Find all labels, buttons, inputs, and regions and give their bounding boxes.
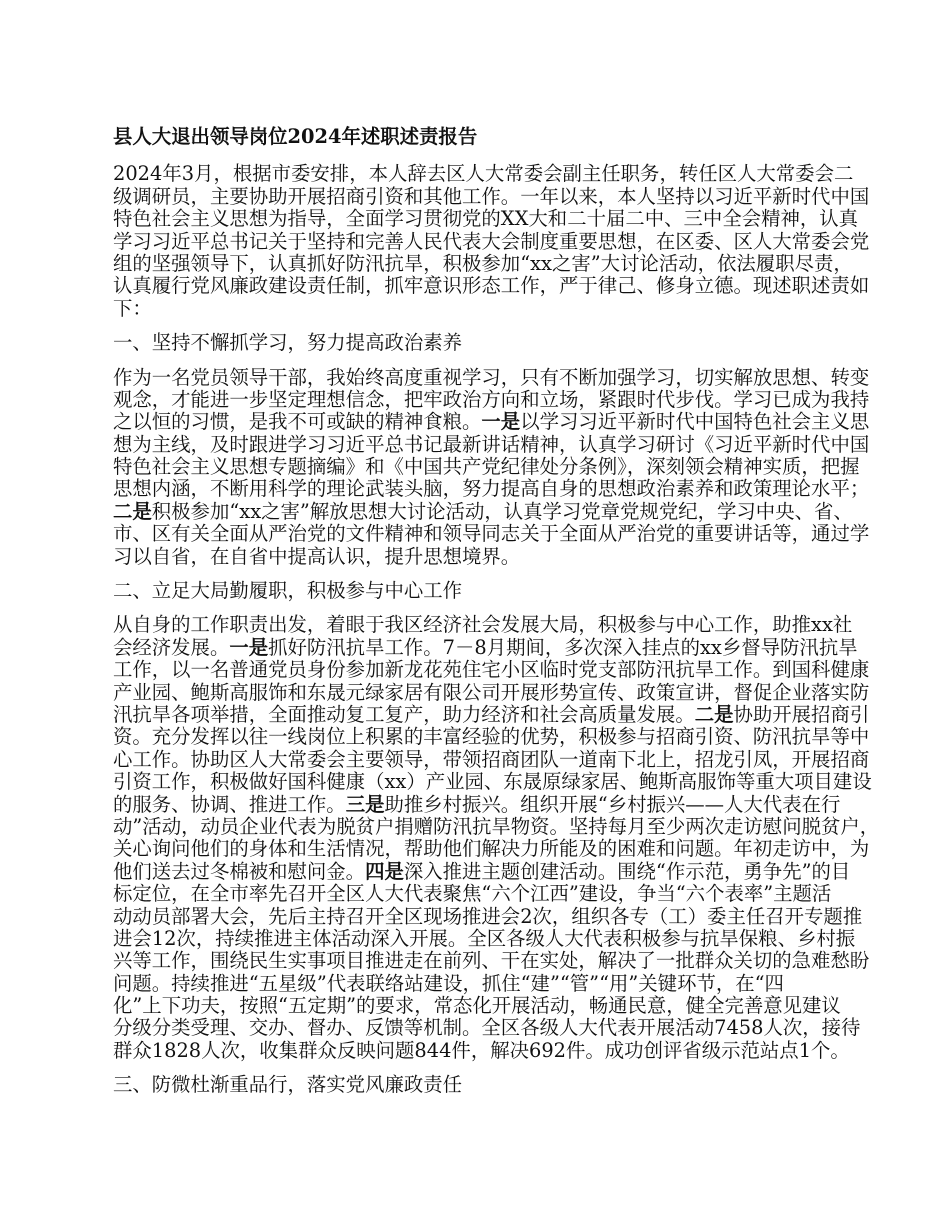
text-line (113, 794, 853, 816)
text-segment: 助推乡村振兴。组织开展“乡村振兴——人大代表在行 (384, 792, 841, 816)
section-heading (113, 332, 853, 354)
bold-ordinal: 一是 (229, 635, 269, 659)
text-segment: 的服务、协调、推进工作。 (113, 792, 346, 816)
text-line (113, 274, 870, 298)
text-line (113, 703, 870, 726)
text-line (113, 546, 853, 568)
text-line (113, 501, 853, 523)
text-segment: 作为一名党员领导干部，我始终高度重视学习，只有不断加强学习，切实解放思想、转变 (113, 365, 870, 389)
text-segment: 关心询问他们的身体和生活情况，帮助他们解决力所能及的困难和问题。年初走访中，为 (113, 837, 870, 861)
text-line (113, 837, 870, 861)
text-segment: 特色社会主义思想为指导，全面学习贯彻党的XX大和二十届二中、三中全会精神，认真 (113, 207, 859, 231)
text-segment: 积极参加“xx之害”解放思想大讨论活动，认真学习党章党规党纪，学习中央、省、 (151, 499, 853, 523)
text-line (113, 253, 853, 275)
text-line (113, 184, 870, 208)
text-line (113, 1016, 861, 1040)
text-segment: 组的坚强领导下，认真抓好防汛抗旱，积极参加“xx之害”大讨论活动，依法履职尽责， (113, 251, 853, 275)
text-line (113, 365, 870, 389)
text-segment: 心工作。协助区人大常委会主要领导，带领招商团队一道南下北上，招龙引凤，开展招商 (113, 747, 870, 771)
text-segment: 问题。持续推进“五星级”代表联络站建设，抓住“建”“管”“用”关键环节，在“四 (113, 971, 784, 995)
text-line (113, 163, 853, 185)
text-segment: 思想内涵，不断用科学的理论武装头脑，努力提高自身的思想政治素养和政策理论水平； (113, 477, 870, 501)
bold-ordinal: 三是 (345, 792, 385, 816)
text-segment: 兴等工作，围绕民生实事项目推进走在前列、干在实处，解决了一批群众关切的急难愁盼 (113, 949, 870, 973)
text-segment: 动动员部署大会，先后主持召开全区现场推进会2次，组织各专（工）委主任召开专题推 (113, 904, 863, 928)
text-line (113, 410, 870, 434)
text-line (113, 387, 870, 411)
document-title: 县人大退出领导岗位2024年述职述责报告 (113, 125, 478, 148)
text-line (113, 580, 853, 602)
text-segment: 从自身的工作职责出发，着眼于我区经济社会发展大局，积极参与中心工作，助推xx社 (113, 613, 853, 637)
text-segment: 汛抗旱各项举措，全面推动复工复产，助力经济和社会高质量发展。 (113, 703, 695, 726)
text-line (113, 973, 853, 995)
text-line (113, 229, 870, 253)
text-segment: 一、坚持不懈抓学习，努力提高政治素养 (113, 331, 463, 355)
text-line (113, 770, 872, 794)
text-line (113, 658, 870, 682)
text-line (113, 477, 870, 501)
text-segment: 市、区有关全面从严治党的文件精神和领导同志关于全面从严治党的重要讲话等，通过学 (113, 522, 870, 546)
text-line (113, 949, 870, 973)
text-segment: 分级分类受理、交办、督办、反馈等机制。全区各级人大代表开展活动7458人次，接待 (113, 1016, 861, 1040)
text-line (113, 332, 853, 354)
text-segment: 以学习习近平新时代中国特色社会主义思 (520, 410, 870, 434)
bold-ordinal: 二是 (113, 499, 152, 523)
text-line (113, 926, 856, 950)
body-paragraph (113, 613, 880, 1062)
section-heading (113, 1074, 853, 1096)
document-body (113, 162, 880, 1097)
text-line (113, 635, 858, 659)
section-heading (113, 580, 853, 602)
bold-ordinal: 一是 (481, 410, 521, 434)
text-segment: 他们送去过冬棉被和慰问金。 (113, 859, 366, 883)
text-segment: 下： (113, 296, 152, 320)
text-segment: 三、防微杜渐重品行，落实党风廉政责任 (113, 1073, 463, 1097)
text-segment: 认真履行党风廉政建设责任制，抓牢意识形态工作，严于律己、修身立德。现述职述责如 (113, 274, 870, 298)
text-line (113, 522, 870, 546)
text-line (113, 814, 880, 838)
text-line (113, 1074, 853, 1096)
text-segment: 观念，才能进一步坚定理想信念，把牢政治方向和立场，紧跟时代步伐。学习已成为我持 (113, 387, 870, 411)
text-segment: 化”上下功夫，按照“五定期”的要求，常态化开展活动，畅通民意，健全完善意见建议 (113, 994, 841, 1018)
text-line (113, 432, 870, 456)
text-segment: 习以自省，在自省中提高认识，提升思想境界。 (113, 544, 521, 568)
document-page (113, 125, 880, 1109)
text-segment: 2024年3月，根据市委安排，本人辞去区人大常委会副主任职务，转任区人大常委会二 (113, 162, 854, 186)
text-line (113, 747, 870, 771)
text-line (113, 1040, 853, 1062)
text-line (113, 995, 853, 1017)
bold-ordinal: 二是 (694, 703, 734, 726)
text-segment: 学习习近平总书记关于坚持和完善人民代表大会制度重要思想，在区委、区人大常委会党 (113, 229, 870, 253)
text-line (113, 725, 870, 749)
body-paragraph (113, 365, 870, 569)
text-segment: 产业园、鲍斯高服饰和东晟元绿家居有限公司开展形势宣传、政策宣讲，督促企业落实防 (113, 680, 870, 704)
text-segment: 进会12次，持续推进主体活动深入开展。全区各级人大代表积极参与抗旱保粮、乡村振 (113, 926, 856, 950)
bold-ordinal: 四是 (365, 859, 404, 883)
text-segment: 特色社会主义思想专题摘编》和《中国共产党纪律处分条例》，深刻领会精神实质，把握 (113, 455, 860, 479)
text-segment: 群众1828人次，收集群众反映问题844件，解决692件。成功创评省级示范站点1个。 (113, 1038, 850, 1062)
text-segment: 动”活动，动员企业代表为脱贫户捐赠防汛抗旱物资。坚持每月至少两次走访慰问脱贫户， (113, 814, 880, 838)
text-segment: 级调研员，主要协助开展招商引资和其他工作。一年以来，本人坚持以习近平新时代中国 (113, 184, 870, 208)
text-line (113, 298, 853, 320)
text-segment: 深入推进主题创建活动。围绕“作示范，勇争先”的目 (403, 859, 851, 883)
text-segment: 抓好防汛抗旱工作。7－8月期间，多次深入挂点的xx乡督导防汛抗旱 (268, 635, 858, 659)
text-line (113, 455, 860, 479)
text-line (113, 861, 853, 883)
text-segment: 引资工作，积极做好国科健康（xx）产业园、东晟原绿家居、鲍斯高服饰等重大项目建设 (113, 770, 872, 794)
text-line (113, 207, 859, 231)
body-paragraph (113, 162, 870, 320)
text-segment: 之以恒的习惯，是我不可或缺的精神食粮。 (113, 410, 482, 434)
text-segment: 想为主线，及时跟进学习习近平总书记最新讲话精神，认真学习研讨《习近平新时代中国 (113, 432, 870, 456)
text-segment: 协助开展招商引 (733, 703, 870, 726)
text-segment: 会经济发展。 (113, 635, 230, 659)
text-segment: 工作，以一名普通党员身份参加新龙花苑住宅小区临时党支部防汛抗旱工作。到国科健康 (113, 658, 870, 682)
text-line (113, 614, 853, 636)
text-segment: 资。充分发挥以往一线岗位上积累的丰富经验的优势，积极参与招商引资、防汛抗旱等中 (113, 725, 870, 749)
text-segment: 二、立足大局勤履职，积极参与中心工作 (113, 579, 463, 603)
text-line (113, 680, 870, 704)
text-segment: 标定位，在全市率先召开全区人大代表聚焦“六个江西”建设，争当“六个表率”主题活 (113, 882, 832, 906)
text-line (113, 883, 853, 905)
text-line (113, 904, 863, 928)
